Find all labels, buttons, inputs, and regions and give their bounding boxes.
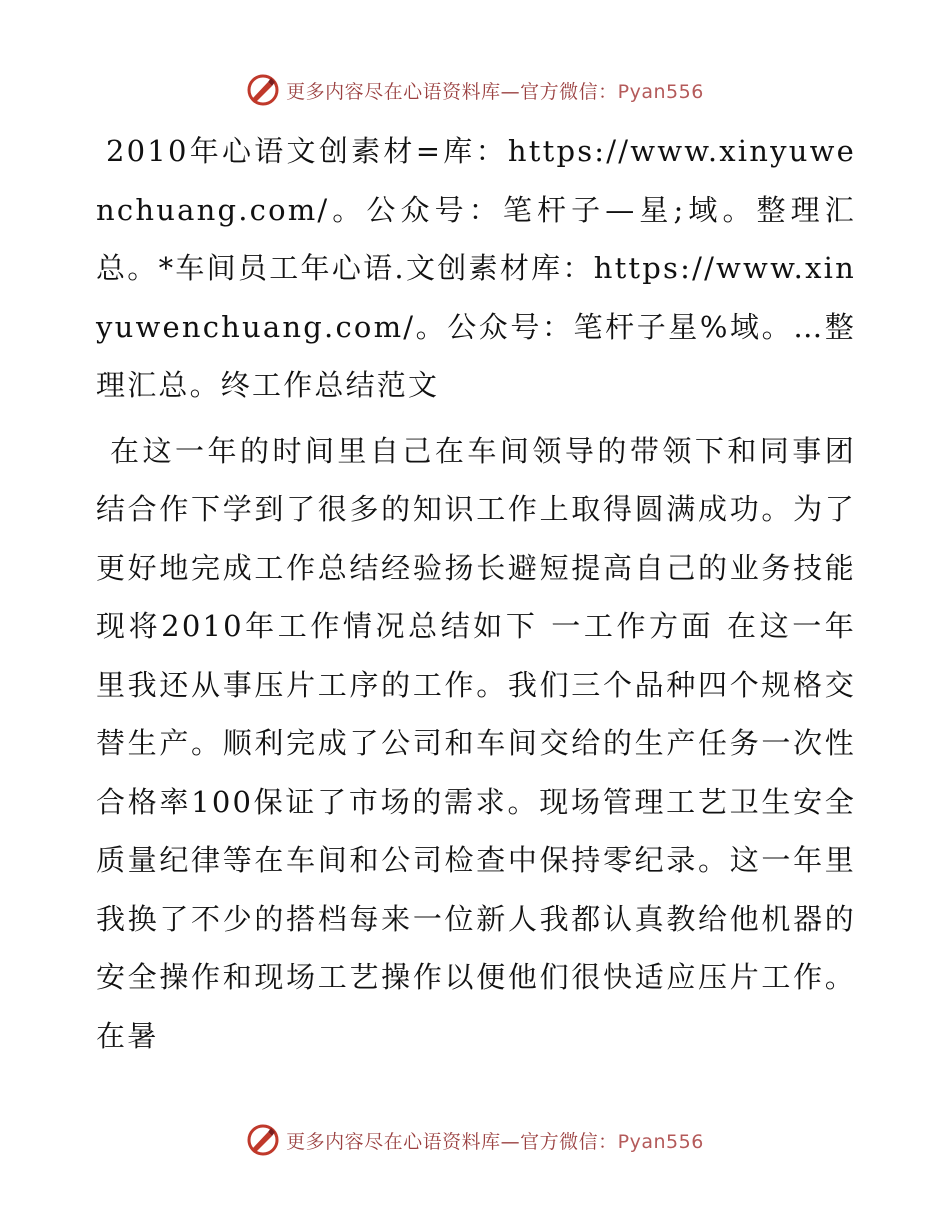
pen-logo-icon <box>246 1123 280 1157</box>
header-banner-text: 更多内容尽在心语资料库—官方微信：Pyan556 <box>286 80 704 103</box>
footer-watermark-banner <box>0 1120 950 1160</box>
pen-logo-icon <box>246 73 280 107</box>
document-body <box>96 122 856 1065</box>
header-watermark-banner <box>0 70 950 110</box>
body-paragraph: 在这一年的时间里自己在车间领导的带领下和同事团结合作下学到了很多的知识工作上取得圆满成功。为了更好地完成工作总结经验扬长避短提高自己的业务技能现将2010年工作情况总结如下 一工作方面 在这一年里我还从事压片工序的工作。我们三个品种四个规格交替生产。顺利完成了公司和车间交给的生产任务一次性合格率100保证了市场的需求。现场管理工艺卫生安全质量纪律等在车间和公司检查中保持零纪录。这一年里我换了不少的搭档每来一位新人我都认真教给他机器的安全操作和现场工艺操作以便他们很快适应压片工作。在暑 <box>96 433 856 1053</box>
body-paragraph: 2010年心语文创素材=库：https://www.xinyuwenchuang.com/。公众号：笔杆子—星;域。整理汇总。*车间员工年心语.文创素材库：https://www.xinyuwenchuang.com/。公众号：笔杆子星%域。…整理汇总。终工作总结范文 <box>96 134 856 402</box>
footer-banner-text: 更多内容尽在心语资料库—官方微信：Pyan556 <box>286 1130 704 1153</box>
